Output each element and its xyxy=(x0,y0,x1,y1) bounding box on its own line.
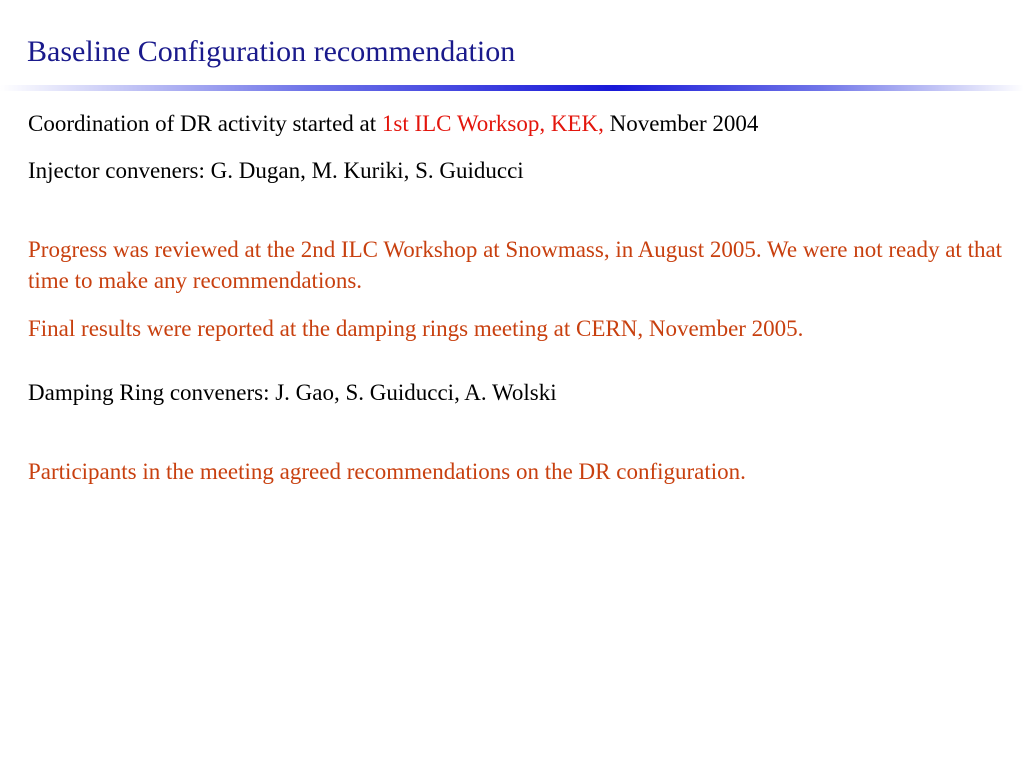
coordination-highlight: 1st ILC Worksop, KEK, xyxy=(381,111,604,136)
dr-conveners-line: Damping Ring conveners: J. Gao, S. Guiducci, A. Wolski xyxy=(28,380,557,405)
injector-conveners-line: Injector conveners: G. Dugan, M. Kuriki, S. Guiducci xyxy=(28,158,524,183)
coordination-suffix: November 2004 xyxy=(603,111,759,136)
title-gradient-rule xyxy=(0,85,1024,91)
coordination-line xyxy=(28,108,758,139)
slide-title: Baseline Configuration recommendation xyxy=(27,35,516,68)
participants-line: Participants in the meeting agreed recommendations on the DR configuration. xyxy=(28,459,746,484)
coordination-prefix: Coordination of DR activity started at xyxy=(28,111,382,136)
final-results-line: Final results were reported at the damping rings meeting at CERN, November 2005. xyxy=(28,316,804,341)
progress-paragraph: Progress was reviewed at the 2nd ILC Workshop at Snowmass, in August 2005. We were not ready at that time to make any recommendations. xyxy=(28,237,1003,293)
